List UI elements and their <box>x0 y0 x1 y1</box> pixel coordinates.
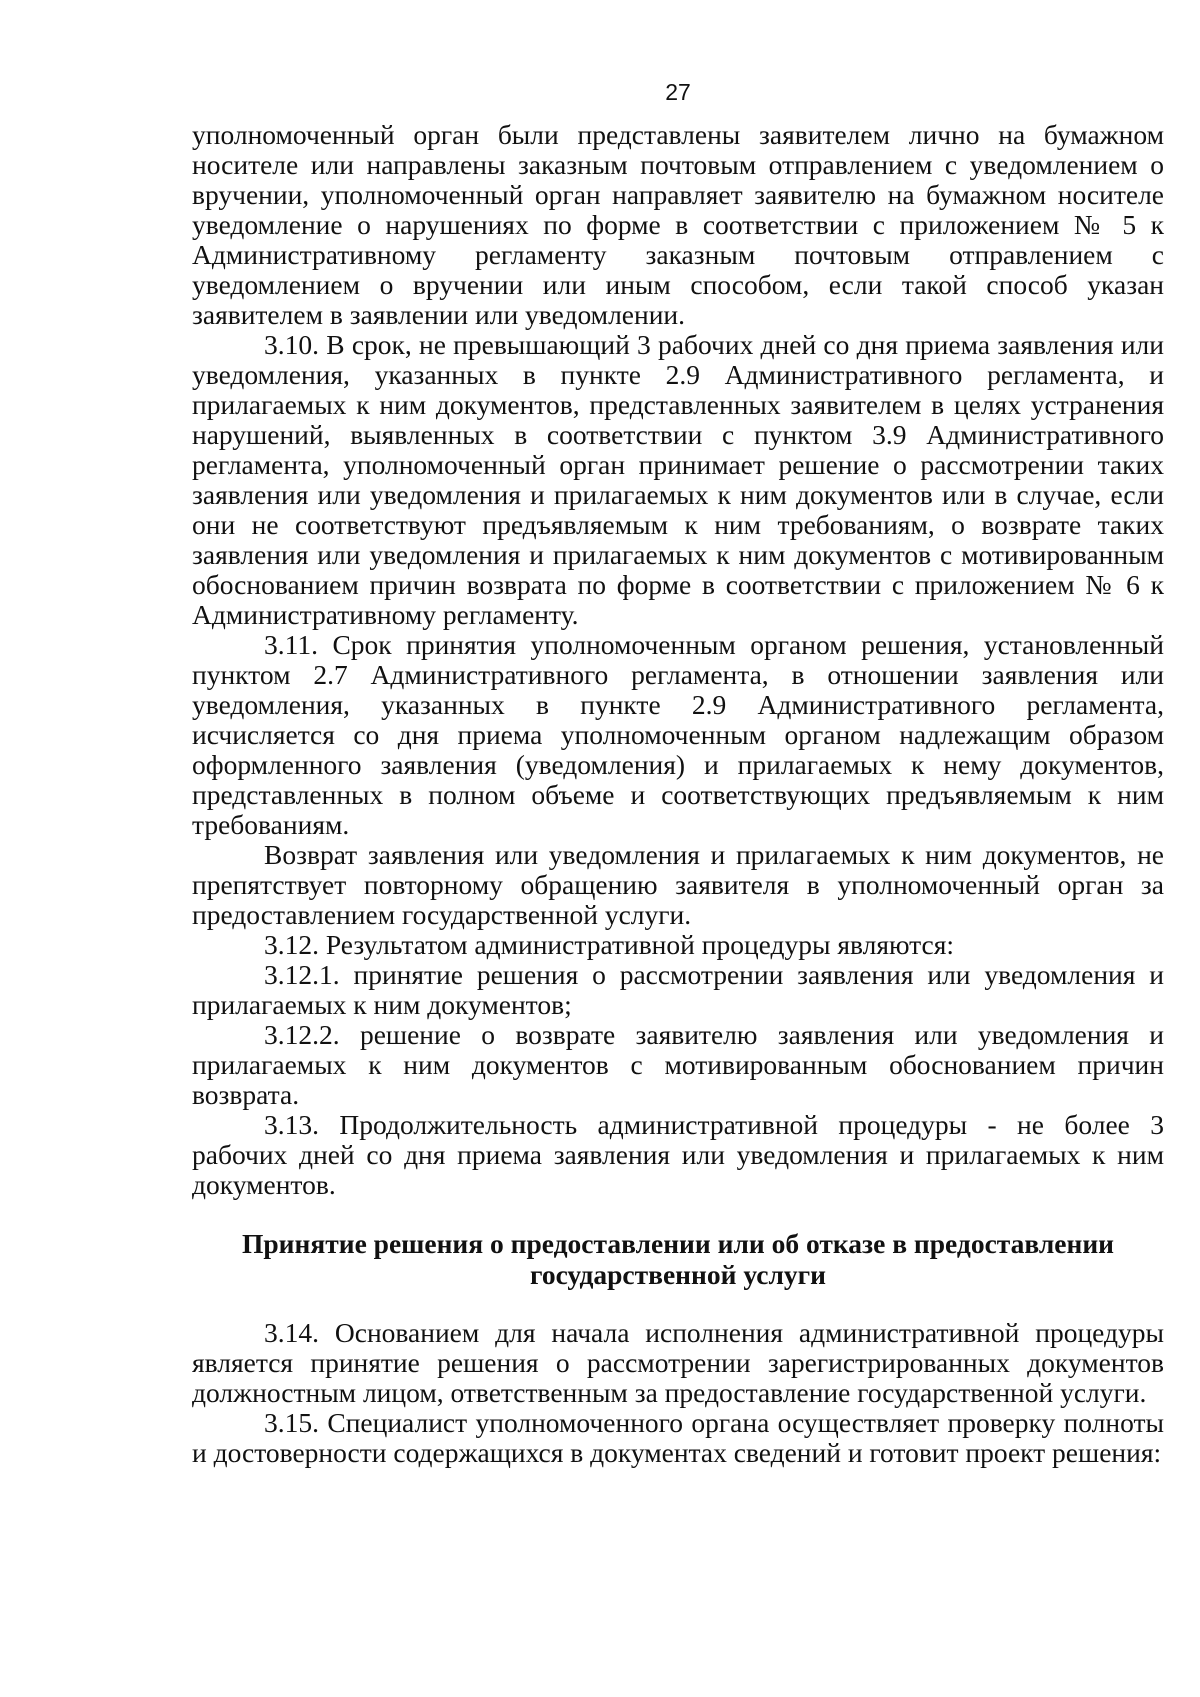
paragraph-3-13: 3.13. Продолжительность административной процедуры - не более 3 рабочих дней со дня приема заявления или уведомления и прилагаемых к ним документов. <box>192 1109 1164 1200</box>
section-heading: Принятие решения о предоставлении или об отказе в предоставлении государственной услуги <box>241 1228 1115 1290</box>
paragraph-continuation: уполномоченный орган были представлены заявителем лично на бумажном носителе или направлены заказным почтовым отправлением с уведомлением о вручении, уполномоченный орган направляет заявителю на бумажном носителе уведомление о нарушениях по форме в соответствии с приложением № 5 к Административному регламенту заказным почтовым отправлением с уведомлением о вручении или иным способом, если такой способ указан заявителем в заявлении или уведомлении. <box>192 119 1164 330</box>
paragraph-3-15: 3.15. Специалист уполномоченного органа осуществляет проверку полноты и достоверности содержащихся в документах сведений и готовит проект решения: <box>192 1407 1164 1468</box>
paragraph-3-12-2: 3.12.2. решение о возврате заявителю заявления или уведомления и прилагаемых к ним документов с мотивированным обоснованием причин возврата. <box>192 1019 1164 1110</box>
paragraph-3-14: 3.14. Основанием для начала исполнения административной процедуры является принятие решения о рассмотрении зарегистрированных документов должностным лицом, ответственным за предоставление государственной услуги. <box>192 1317 1164 1408</box>
paragraph-3-12: 3.12. Результатом административной процедуры являются: <box>264 929 955 960</box>
page-number: 27 <box>665 79 691 105</box>
paragraph-return-note: Возврат заявления или уведомления и прилагаемых к ним документов, не препятствует повторному обращению заявителя в уполномоченный орган за предоставлением государственной услуги. <box>192 839 1164 930</box>
paragraph-3-11: 3.11. Срок принятия уполномоченным органом решения, установленный пунктом 2.7 Административного регламента, в отношении заявления или уведомления, указанных в пункте 2.9 Административного регламента, исчисляется со дня приема уполномоченным органом надлежащим образом оформленного заявления (уведомления) и прилагаемых к нему документов, представленных в полном объеме и соответствующих предъявляемым к ним требованиям. <box>192 629 1164 840</box>
paragraph-3-10: 3.10. В срок, не превышающий 3 рабочих дней со дня приема заявления или уведомления, указанных в пункте 2.9 Административного регламента, и прилагаемых к ним документов, представленных заявителем в целях устранения нарушений, выявленных в соответствии с пунктом 3.9 Административного регламента, уполномоченный орган принимает решение о рассмотрении таких заявления или уведомления и прилагаемых к ним документов или в случае, если они не соответствуют предъявляемым к ним требованиям, о возврате таких заявления или уведомления и прилагаемых к ним документов с мотивированным обоснованием причин возврата по форме в соответствии с приложением № 6 к Административному регламенту. <box>192 329 1164 630</box>
document-page <box>192 78 1164 1468</box>
paragraph-3-12-1: 3.12.1. принятие решения о рассмотрении заявления или уведомления и прилагаемых к ним документов; <box>192 959 1164 1020</box>
